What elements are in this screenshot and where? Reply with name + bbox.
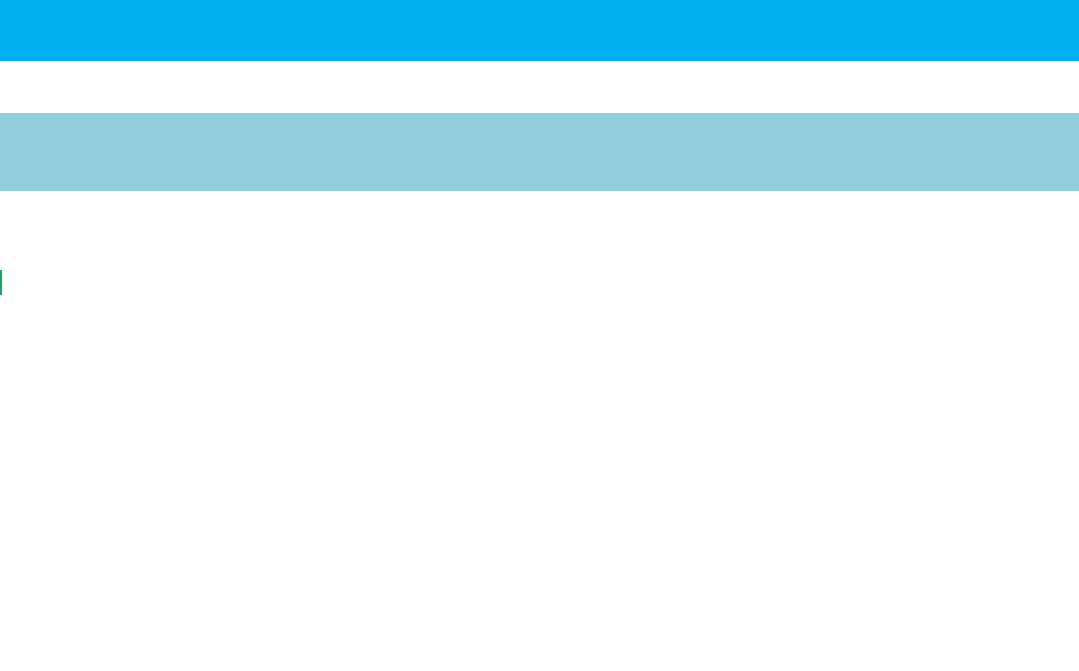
section-row-internal[interactable] (0, 295, 1079, 321)
amount-header-3 (669, 171, 782, 193)
period-header-2 (490, 143, 669, 165)
section-row-external[interactable] (0, 191, 1079, 217)
period-header-1 (311, 143, 490, 165)
ratio-header-4 (996, 171, 1079, 193)
amount-header-2 (490, 171, 603, 193)
ratio-header-2 (603, 171, 669, 193)
amount-header-1 (311, 171, 424, 193)
section-row-employee[interactable] (0, 399, 1079, 425)
ratio-header-1 (424, 171, 490, 193)
ratio-header-3 (782, 171, 883, 193)
amount-header-4 (883, 171, 996, 193)
col-counterparty-header (0, 113, 198, 191)
report-title (0, 0, 1079, 61)
period-header-3 (669, 143, 883, 165)
aging-header (311, 118, 1079, 142)
period-header-4 (883, 143, 1079, 165)
selection-marker (0, 270, 2, 295)
col-ending-balance-header (198, 113, 311, 191)
section-row-other[interactable] (0, 503, 1079, 529)
